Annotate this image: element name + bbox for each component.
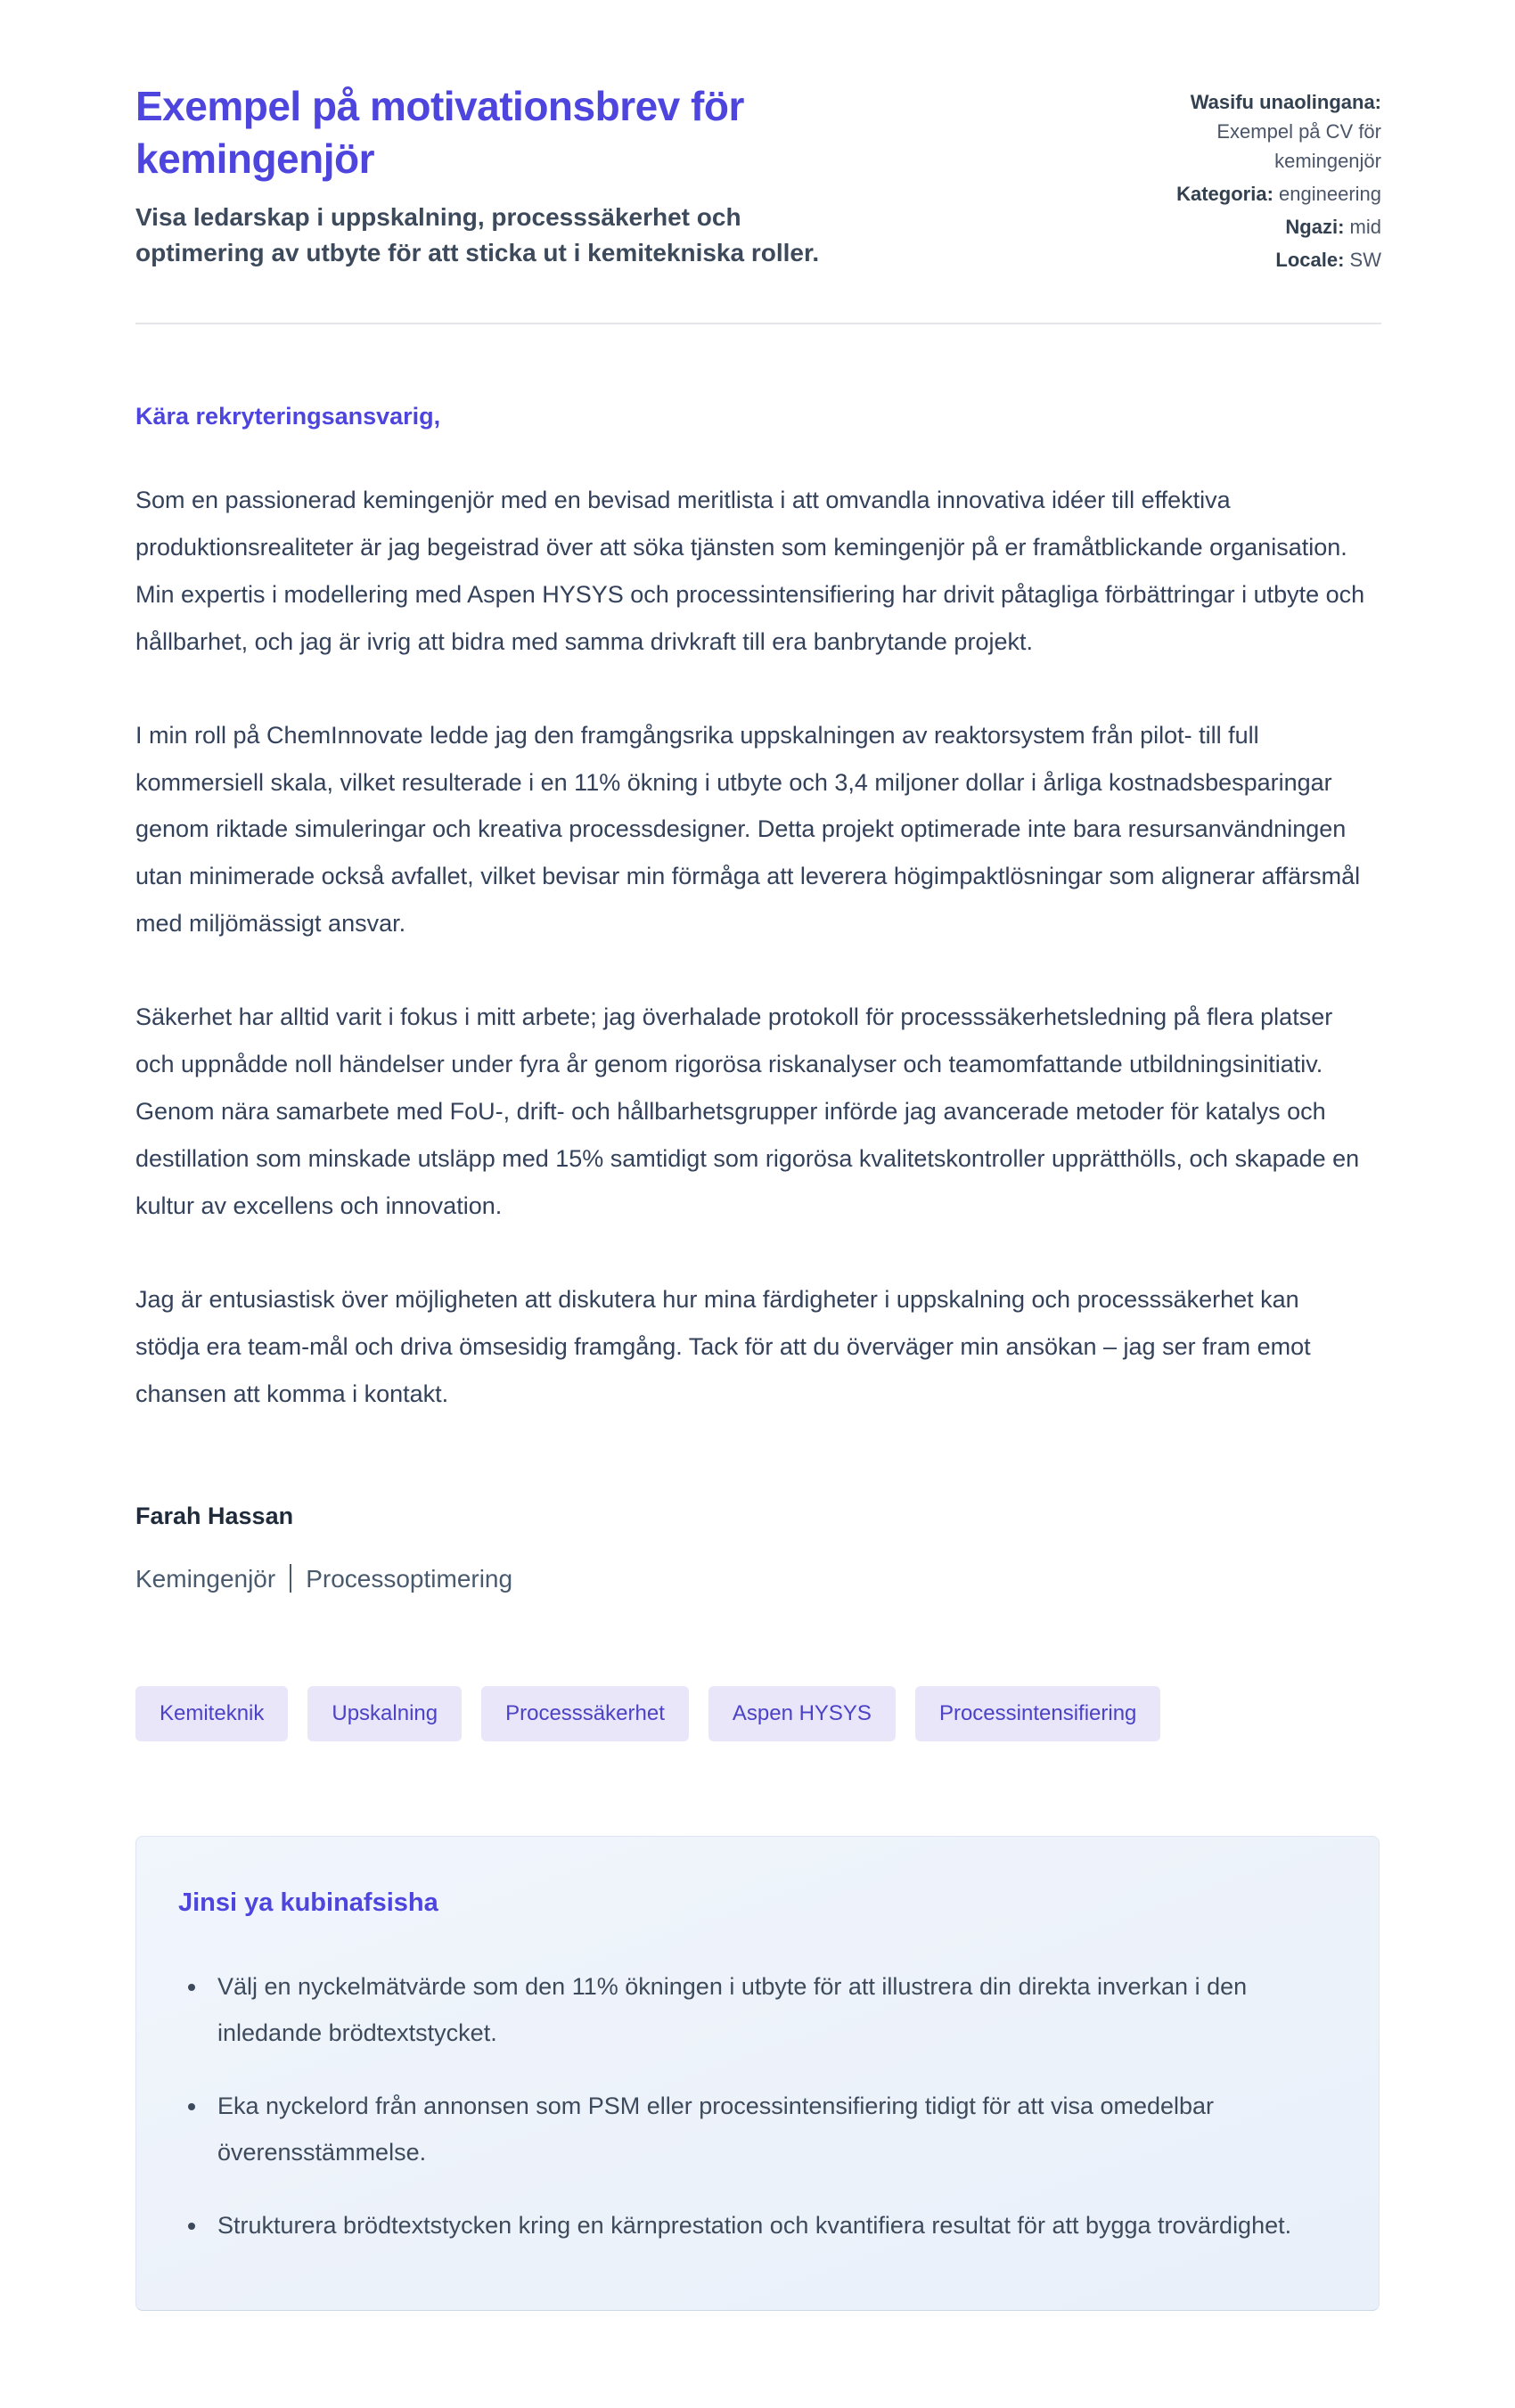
meta-value: engineering [1279, 183, 1381, 205]
page-subtitle: Visa ledarskap i uppskalning, processsäkerhet och optimering av utbyte för att sticka ut i kemitekniska roller. [135, 202, 820, 267]
meta-value: SW [1349, 249, 1381, 271]
letter-paragraph: I min roll på ChemInnovate ledde jag den framgångsrika uppskalningen av reaktorsystem från pilot- till full kommersiell skala, vilket resulterade i en 11% ökning i utbyte och 3,4 miljoner dollar i årliga kostnadsbesparingar genom riktade simuleringar och kreativa processdesigner. Detta projekt optimerade inte bara resursanvändningen utan minimerade också avfallet, vilket bevisar min förmåga att leverera högimpaktlösningar som alignerar affärsmål med miljömässigt ansvar. [135, 721, 1361, 938]
tips-list [178, 1964, 1330, 2248]
meta-label: Locale: [1275, 249, 1345, 271]
tip-item: • Eka nyckelord från annonsen som PSM eller processintensifiering tidigt för att visa omedelbar överensstämmelse. [209, 2084, 1305, 2176]
meta-label: Kategoria: [1176, 183, 1273, 205]
tag-aspen-hysys[interactable]: Aspen HYSYS [708, 1686, 896, 1741]
signature-role-specialty: Processoptimering [306, 1565, 513, 1593]
letter-paragraph: Jag är entusiastisk över möjligheten att diskutera hur mina färdigheter i uppskalning och processsäkerhet kan stödja era team-mål och driva ömsesidig framgång. Tack för att du överväger min ansökan – jag ser fram emot chansen att komma i kontakt. [135, 1285, 1311, 1407]
meta-row-locale [1132, 245, 1381, 274]
tips-box [135, 1836, 1380, 2310]
meta-value: Exempel på CV för kemingenjör [1216, 120, 1381, 172]
tag-processintensifiering[interactable]: Processintensifiering [915, 1686, 1160, 1741]
meta-row-matching-cv [1132, 87, 1381, 176]
tag-kemiteknik[interactable]: Kemiteknik [135, 1686, 288, 1741]
meta-row-category [1132, 179, 1381, 209]
signature-role [135, 1564, 1381, 1593]
letter-paragraph: Som en passionerad kemingenjör med en bevisad meritlista i att omvandla innovativa idéer till effektiva produktionsrealiteter är jag begeistrad över att söka tjänsten som kemingenjör på er framåtblickande organisation. Min expertis i modellering med Aspen HYSYS och processintensifiering har drivit påtagliga förbättringar i utbyte och hållbarhet, och jag är ivrig att bidra med samma drivkraft till era banbrytande projekt. [135, 487, 1365, 655]
tips-heading: Jinsi ya kubinafsisha [178, 1888, 438, 1918]
tip-item: • Strukturera brödtextstycken kring en kärnprestation och kvantifiera resultat för att bygga trovärdighet. [209, 2203, 1305, 2249]
header [135, 80, 1381, 278]
signature-role-title: Kemingenjör [135, 1565, 276, 1593]
meta-panel [1132, 87, 1381, 278]
header-title-block [135, 80, 866, 272]
meta-label: Ngazi: [1285, 216, 1345, 238]
greeting: Kära rekryteringsansvarig, [135, 403, 441, 430]
tag-upskalning[interactable]: Upskalning [307, 1686, 462, 1741]
separator-bar [290, 1564, 291, 1593]
divider [135, 323, 1381, 324]
meta-row-level [1132, 212, 1381, 242]
letter-paragraph: Säkerhet har alltid varit i fokus i mitt arbete; jag överhalade protokoll för processsäkerhetsledning på flera platser och uppnådde noll händelser under fyra år genom rigorösa riskanalyser och teamomfattande utbildningsinitiativ. Genom nära samarbete med FoU-, drift- och hållbarhetsgrupper införde jag avancerade metoder för katalys och destillation som minskade utsläpp med 15% samtidigt som rigorösa kvalitetskontroller upprätthölls, och skapade en kultur av excellens och innovation. [135, 1003, 1360, 1219]
tag-list [135, 1686, 1381, 1741]
tag-processsakerhet[interactable]: Processsäkerhet [481, 1686, 689, 1741]
signature-name: Farah Hassan [135, 1503, 294, 1530]
tip-item: • Välj en nyckelmätvärde som den 11% ökningen i utbyte för att illustrera din direkta inverkan i den inledande brödtextstycket. [209, 1964, 1305, 2057]
meta-value: mid [1349, 216, 1381, 238]
page-title: Exempel på motivationsbrev för kemingenjör [135, 83, 744, 182]
letter-body [135, 403, 1381, 1593]
meta-label: Wasifu unaolingana: [1190, 91, 1381, 113]
